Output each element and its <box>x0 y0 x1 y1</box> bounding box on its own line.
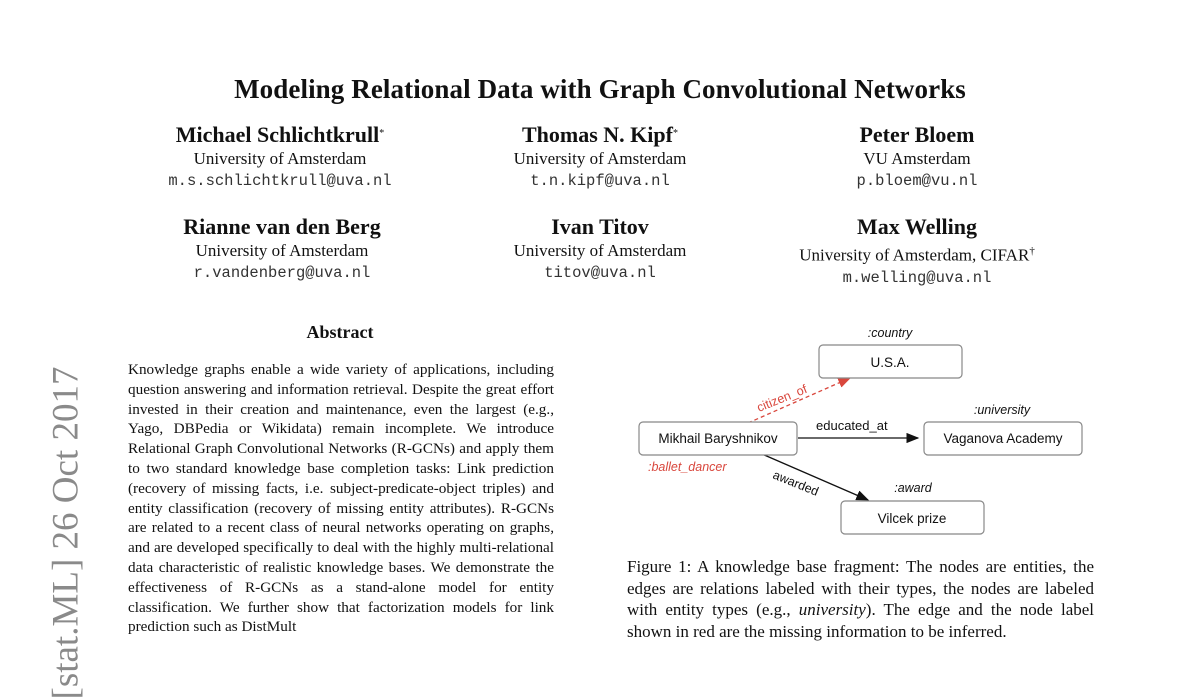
author-email: p.bloem@vu.nl <box>856 172 978 190</box>
author-block <box>440 122 760 192</box>
author-name: Peter Bloem <box>859 122 975 147</box>
author-affiliation: University of Amsterdam <box>195 241 369 260</box>
abstract-text: Knowledge graphs enable a wide variety of applications, including question answering and information retrieval. Despite the great effort invested in their creation and maintenance, even the largest (e.g., Yago, DBPedia or Wikidata) remain incomplete. We introduce Relational Graph Convolutional Networks (R-GCNs) and apply them to two standard knowledge base completion tasks: Link prediction (recovery of missing facts, i.e. subject-predicate-object triples) and entity classification (recovery of missing entity attributes). R-GCNs are related to a recent class of neural networks operating on graphs, and are developed specifically to deal with the highly multi-relational data characteristic of realistic knowledge bases. We demonstrate the effectiveness of R-GCNs as a stand-alone model for entity classification. We further show that factorization models for link prediction such as DistMult <box>128 361 554 636</box>
abstract-heading: Abstract <box>306 322 374 342</box>
author-email: t.n.kipf@uva.nl <box>530 172 670 190</box>
node-type-ballet-dancer: :ballet_dancer <box>648 460 727 474</box>
figure-caption: Figure 1: A knowledge base fragment: The nodes are entities, the edges are relations labeled with their types, the nodes are labeled with entity types (e.g., university). The edge and the node label shown in red are the missing information to be inferred. <box>627 557 1094 641</box>
author-email: r.vandenberg@uva.nl <box>193 264 371 282</box>
author-affiliation: University of Amsterdam <box>513 149 687 168</box>
author-name: Rianne van den Berg <box>183 214 381 239</box>
node-label-usa: U.S.A. <box>870 355 910 370</box>
author-block <box>747 214 1087 289</box>
author-name: Michael Schlichtkrull* <box>175 122 385 147</box>
author-block <box>122 214 442 284</box>
node-type-university: :university <box>973 403 1031 417</box>
arxiv-stamp: [stat.ML] 26 Oct 2017 <box>45 366 87 700</box>
node-type-country: :country <box>867 326 913 340</box>
paper-title: Modeling Relational Data with Graph Convolutional Networks <box>234 74 966 104</box>
author-name: Max Welling <box>857 214 977 239</box>
edge-label-educated-at: educated_at <box>816 418 888 433</box>
edge-label-citizen-of: citizen_of <box>754 382 810 415</box>
author-name: Thomas N. Kipf* <box>522 122 678 147</box>
author-email: m.s.schlichtkrull@uva.nl <box>168 172 392 190</box>
node-label-mikhail: Mikhail Baryshnikov <box>658 431 778 446</box>
node-label-vaganova: Vaganova Academy <box>943 431 1063 446</box>
author-block <box>440 214 760 284</box>
author-email: m.welling@uva.nl <box>842 268 992 287</box>
author-name: Ivan Titov <box>551 214 649 239</box>
node-label-vilcek: Vilcek prize <box>877 511 947 526</box>
edge-label-awarded: awarded <box>770 467 821 499</box>
knowledge-graph-figure <box>620 320 1100 540</box>
author-affiliation: University of Amsterdam <box>193 149 367 168</box>
author-affiliation: University of Amsterdam <box>513 241 687 260</box>
author-block <box>757 122 1077 192</box>
node-type-award: :award <box>894 481 932 495</box>
author-block <box>120 122 440 192</box>
author-affiliation: University of Amsterdam, CIFAR† <box>799 245 1035 265</box>
author-affiliation: VU Amsterdam <box>863 149 971 168</box>
author-email: titov@uva.nl <box>544 264 656 282</box>
